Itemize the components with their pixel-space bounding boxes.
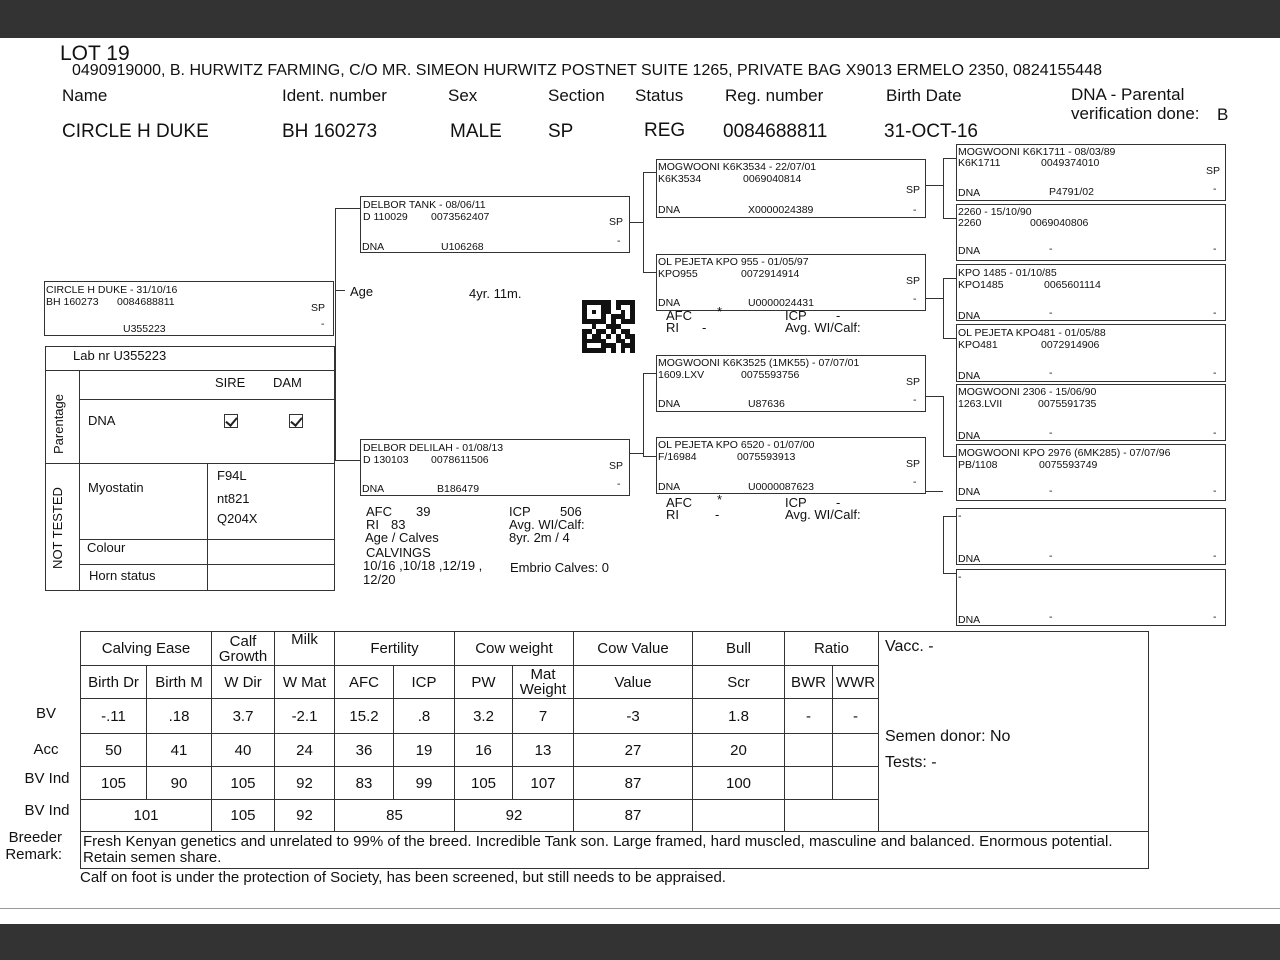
dam-section: SP (609, 460, 624, 472)
ggp-dna: - (1049, 427, 1053, 439)
bv-cell: 1.8 (693, 699, 785, 734)
gp-dna-label: DNA (658, 204, 681, 216)
ggp-dna: - (1049, 367, 1053, 379)
lab-dna: DNA (88, 413, 116, 428)
ggp-id: 1263.LVII (958, 398, 1003, 410)
label-sex: Sex (448, 86, 478, 105)
dam-dna: B186479 (437, 483, 480, 495)
connector-line (335, 208, 360, 209)
group-header: Bull (693, 632, 785, 666)
gp-ri-label: RI (666, 320, 679, 335)
row-label: BV (35, 705, 56, 722)
sire-dash: - (617, 235, 621, 247)
sire-section: SP (609, 216, 624, 228)
ggp-dash: - (1213, 367, 1217, 379)
dam-afc-label: AFC (366, 504, 392, 519)
connector-line (926, 185, 943, 186)
connector-line (943, 456, 956, 457)
great-grandparent-box (956, 144, 1226, 201)
label-dna-verification: DNA - Parental verification done: (1071, 85, 1200, 123)
acc-cell: 40 (212, 734, 275, 767)
animal-box (44, 281, 334, 336)
bvind-cell (785, 767, 833, 800)
connector-line (630, 222, 643, 223)
ggp-dash: - (1213, 183, 1217, 195)
dam-avg-label: Avg. WI/Calf: (509, 517, 585, 532)
bv-cell: .8 (394, 699, 455, 734)
divider (79, 399, 335, 400)
gp-dna: X0000024389 (748, 204, 814, 216)
gp-dna-label: DNA (658, 481, 681, 493)
bvind2-cell: 85 (335, 800, 455, 832)
gp-ri: - (715, 507, 720, 522)
ggp-title: - (958, 571, 962, 583)
value-name: CIRCLE H DUKE (62, 121, 209, 142)
gp-avg-label: Avg. WI/Calf: (785, 507, 861, 522)
connector-line (943, 158, 944, 218)
connector-line (943, 278, 956, 279)
semen-donor: Semen donor: No (885, 728, 1011, 745)
gp-dna: U87636 (748, 398, 785, 410)
myostatin-label: Myostatin (88, 480, 144, 495)
gp-ri: - (702, 320, 707, 335)
acc-cell (785, 734, 833, 767)
connector-line (926, 298, 943, 299)
label-ident: Ident. number (282, 86, 387, 105)
bv-cell: -.11 (81, 699, 147, 734)
ggp-title: OL PEJETA KPO481 - 01/05/88 (958, 327, 1106, 339)
ggp-title: 2260 - 15/10/90 (958, 206, 1032, 218)
column-header: AFC (335, 666, 394, 699)
footer-note: Calf on foot is under the protection of Society, has been screened, but still needs to be appraised. (80, 869, 726, 886)
column-header: W Dir (212, 666, 275, 699)
column-header: Birth M (147, 666, 212, 699)
acc-cell: 13 (513, 734, 574, 767)
connector-line (335, 208, 336, 460)
gp-afc: * (717, 492, 723, 507)
great-grandparent-box (956, 324, 1226, 382)
gp-dash: - (913, 476, 917, 488)
bvind-cell: 105 (212, 767, 275, 800)
bvind-cell: 90 (147, 767, 212, 800)
bv-cell: 7 (513, 699, 574, 734)
connector-line (630, 453, 643, 454)
ggp-dna: - (1049, 307, 1053, 319)
row-label: BV Ind (24, 802, 70, 819)
animal-reg: 0084688811 (117, 296, 175, 308)
dna-verification-value: B (1217, 105, 1229, 124)
gp-dna: U0000087623 (748, 481, 814, 493)
divider (207, 463, 208, 591)
divider (46, 370, 335, 371)
connector-line (643, 172, 644, 272)
gp-title: OL PEJETA KPO 6520 - 01/07/00 (658, 439, 815, 451)
grandparent-box (656, 254, 926, 311)
ggp-dna: - (1049, 243, 1053, 255)
sire-box (360, 196, 630, 253)
connector-line (943, 158, 956, 159)
ggp-title: - (958, 510, 962, 522)
gp-reg: 0072914914 (741, 268, 800, 280)
tests: Tests: - (885, 754, 937, 771)
breeder-remark: Fresh Kenyan genetics and unrelated to 99% of the breed. Incredible Tank son. Large framed, hard muscled, masculine and balanced. Enormous potential. Retain semen share. (81, 832, 1149, 869)
gp-dna-label: DNA (658, 398, 681, 410)
bv-cell: - (833, 699, 879, 734)
value-ident: BH 160273 (282, 121, 378, 142)
lab-box (45, 346, 335, 591)
great-grandparent-box (956, 204, 1226, 261)
gp-afc-label: AFC (666, 495, 692, 510)
bvind-cell: 105 (81, 767, 147, 800)
ggp-title: KPO 1485 - 01/10/85 (958, 267, 1057, 279)
gp-title: OL PEJETA KPO 955 - 01/05/97 (658, 256, 809, 268)
gp-id: K6K3534 (658, 173, 702, 185)
ggp-dna-label: DNA (958, 553, 981, 565)
ggp-id: K6K1711 (958, 157, 1001, 169)
bv-cell: .18 (147, 699, 212, 734)
connector-line (643, 373, 656, 374)
ggp-id: PB/1108 (958, 459, 998, 471)
lot-number: LOT 19 (60, 42, 130, 65)
ggp-reg: 0075591735 (1038, 398, 1097, 410)
dam-age-calves-label: Age / Calves (365, 530, 439, 545)
column-header: Birth Dr (81, 666, 147, 699)
sire-dna-label: DNA (362, 241, 385, 253)
dam-icp: 506 (560, 504, 582, 519)
bvind-cell: 105 (455, 767, 513, 800)
animal-dna: U355223 (123, 323, 166, 335)
value-sex: MALE (450, 121, 502, 142)
vacc: Vacc. - (885, 638, 934, 655)
animal-section: SP (311, 302, 326, 314)
gp-reg: 0075593756 (741, 369, 800, 381)
label-status: Status (635, 86, 684, 105)
group-header: Fertility (335, 632, 455, 666)
divider (46, 463, 335, 464)
ggp-dna-label: DNA (958, 430, 981, 442)
group-header: Milk (275, 632, 335, 666)
dam-calvings-label: CALVINGS (366, 545, 431, 560)
row-label: BV Ind (24, 770, 70, 787)
connector-line (335, 460, 360, 461)
breeder-remark-label: Breeder Remark: (5, 829, 62, 863)
label-name: Name (62, 86, 108, 105)
connector-line (926, 396, 943, 397)
column-header: Scr (693, 666, 785, 699)
group-header: Cow weight (455, 632, 574, 666)
connector-line (643, 373, 644, 456)
gp-reg: 0069040814 (743, 173, 802, 185)
acc-cell: 19 (394, 734, 455, 767)
connector-line (943, 338, 956, 339)
ggp-dash: - (1213, 550, 1217, 562)
gp-section: SP (906, 376, 921, 388)
horn-label: Horn status (89, 568, 156, 583)
acc-cell: 41 (147, 734, 212, 767)
ggp-title: MOGWOONI K6K1711 - 08/03/89 (958, 146, 1116, 158)
sire-dna-check-icon (224, 414, 238, 428)
gp-icp-label: ICP (785, 495, 807, 510)
gp-icp-label: ICP (785, 308, 807, 323)
bvind-cell: 100 (693, 767, 785, 800)
dam-id: D 130103 (363, 454, 409, 466)
gp-section: SP (906, 458, 921, 470)
bvind2-cell: 105 (212, 800, 275, 832)
column-header: WWR (833, 666, 879, 699)
dam-afc: 39 (416, 504, 431, 519)
ggp-id: 2260 (958, 217, 982, 229)
acc-cell: 50 (81, 734, 147, 767)
connector-line (335, 290, 345, 291)
bvind-cell: 107 (513, 767, 574, 800)
dam-box (360, 439, 630, 496)
connector-line (643, 456, 656, 457)
animal-title: CIRCLE H DUKE - 31/10/16 (46, 284, 178, 296)
value-section: SP (548, 121, 574, 142)
gp-title: MOGWOONI K6K3525 (1MK55) - 07/07/01 (658, 357, 860, 369)
ggp-dna-label: DNA (958, 187, 981, 199)
gp-afc: * (717, 304, 723, 319)
age-label: Age (350, 284, 374, 299)
column-header: Value (574, 666, 693, 699)
great-grandparent-box (956, 508, 1226, 565)
divider (79, 564, 335, 565)
divider (0, 908, 1280, 909)
dam-dash: - (617, 478, 621, 490)
connector-line (643, 172, 656, 173)
ggp-dash: - (1213, 427, 1217, 439)
gp-ri-label: RI (666, 507, 679, 522)
bvind-cell: 99 (394, 767, 455, 800)
label-birth: Birth Date (886, 86, 962, 105)
ggp-dash: - (1213, 307, 1217, 319)
connector-line (926, 491, 943, 492)
top-bar (0, 0, 1280, 38)
ggp-dna-label: DNA (958, 370, 981, 382)
bv-cell: - (785, 699, 833, 734)
connector-line (943, 278, 944, 338)
gp-dna-label: DNA (658, 297, 681, 309)
bvind-cell: 87 (574, 767, 693, 800)
ggp-dna: P4791/02 (1049, 186, 1094, 198)
dam-calvings-2: 12/20 (363, 572, 396, 587)
bvind2-cell: 101 (81, 800, 212, 832)
gp-icp: - (836, 308, 841, 323)
ggp-dna-label: DNA (958, 245, 981, 257)
sire-reg: 0073562407 (431, 211, 490, 223)
gp-section: SP (906, 275, 921, 287)
grandparent-box (656, 355, 926, 412)
animal-id: BH 160273 (46, 296, 99, 308)
column-header: BWR (785, 666, 833, 699)
ggp-id: KPO1485 (958, 279, 1004, 291)
ggp-id: KPO481 (958, 339, 998, 351)
group-header: Cow Value (574, 632, 693, 666)
connector-line (943, 218, 956, 219)
gp-title: MOGWOONI K6K3534 - 22/07/01 (658, 161, 817, 173)
acc-cell: 27 (574, 734, 693, 767)
great-grandparent-box (956, 384, 1226, 441)
dam-age-calves: 8yr. 2m / 4 (509, 530, 570, 545)
owner-line: 0490919000, B. HURWITZ FARMING, C/O MR. SIMEON HURWITZ POSTNET SUITE 1265, PRIVATE BAG X9013 ERMELO 2350, 0824155448 (72, 62, 1102, 79)
bvind2-cell: 87 (574, 800, 693, 832)
bv-cell: -2.1 (275, 699, 335, 734)
sire-dna: U106268 (441, 241, 484, 253)
dam-ri-label: RI (366, 517, 379, 532)
great-grandparent-box (956, 569, 1226, 626)
sire-title: DELBOR TANK - 08/06/11 (363, 199, 486, 211)
dam-dna-check-icon (289, 414, 303, 428)
bv-cell: 3.7 (212, 699, 275, 734)
connector-line (943, 396, 944, 456)
ggp-reg: 0065601114 (1044, 279, 1101, 291)
great-grandparent-box (956, 264, 1226, 321)
ggp-dash: - (1213, 485, 1217, 497)
notes-cell (879, 632, 1149, 832)
gp-reg: 0075593913 (737, 451, 796, 463)
value-birth: 31-OCT-16 (884, 121, 978, 142)
column-header: ICP (394, 666, 455, 699)
ggp-dna-label: DNA (958, 614, 981, 626)
gp-id: F/16984 (658, 451, 697, 463)
dam-dna-label: DNA (362, 483, 385, 495)
ggp-reg: 0075593749 (1039, 459, 1098, 471)
ggp-dna: - (1049, 550, 1053, 562)
ggp-dna: - (1049, 485, 1053, 497)
bvind2-cell: 92 (455, 800, 574, 832)
qr-code-icon (582, 300, 635, 353)
acc-cell: 20 (693, 734, 785, 767)
bv-cell: 3.2 (455, 699, 513, 734)
value-status: REG (644, 120, 686, 141)
myo-value: Q204X (217, 511, 258, 526)
lab-sire: SIRE (215, 375, 246, 390)
column-header: Mat Weight (513, 666, 574, 699)
bvind-cell: 92 (275, 767, 335, 800)
ggp-title: MOGWOONI KPO 2976 (6MK285) - 07/07/96 (958, 447, 1171, 459)
not-tested-label: NOT TESTED (50, 487, 65, 569)
gp-id: 1609.LXV (658, 369, 705, 381)
dam-title: DELBOR DELILAH - 01/08/13 (363, 442, 504, 454)
gp-section: SP (906, 184, 921, 196)
lab-nr: Lab nr U355223 (73, 348, 167, 363)
dam-calvings-1: 10/16 ,10/18 ,12/19 , (363, 558, 483, 573)
colour-label: Colour (87, 540, 126, 555)
divider (79, 370, 80, 591)
lab-dam: DAM (273, 375, 302, 390)
dam-embrio: Embrio Calves: 0 (510, 560, 609, 575)
acc-cell: 36 (335, 734, 394, 767)
sire-id: D 110029 (363, 211, 408, 223)
ggp-dna: - (1049, 611, 1053, 623)
age-value: 4yr. 11m. (469, 286, 522, 301)
great-grandparent-box (956, 444, 1226, 501)
dam-ri: 83 (391, 517, 406, 532)
bvind2-cell: 92 (275, 800, 335, 832)
gp-dna: U0000024431 (748, 297, 814, 309)
animal-dash: - (321, 318, 325, 330)
acc-cell (833, 734, 879, 767)
gp-avg-label: Avg. WI/Calf: (785, 320, 861, 335)
label-section: Section (548, 86, 605, 105)
group-header: Calf Growth (212, 632, 275, 666)
ggp-dna-label: DNA (958, 310, 981, 322)
ggp-reg: 0072914906 (1041, 339, 1100, 351)
bottom-bar (0, 924, 1280, 960)
label-reg: Reg. number (725, 86, 824, 105)
grandparent-box (656, 159, 926, 218)
value-reg: 0084688811 (723, 121, 828, 142)
gp-dash: - (913, 204, 917, 216)
bv-table (80, 631, 1149, 869)
parentage-wrap (48, 387, 72, 461)
connector-line (943, 516, 944, 573)
bvind2-cell (785, 800, 879, 832)
dam-reg: 0078611506 (431, 454, 489, 466)
gp-icp: - (836, 495, 841, 510)
ggp-title: MOGWOONI 2306 - 15/06/90 (958, 386, 1097, 398)
acc-cell: 24 (275, 734, 335, 767)
grandparent-box (656, 437, 926, 494)
gp-dash: - (913, 394, 917, 406)
not-tested-wrap (48, 465, 72, 591)
myo-value: F94L (217, 468, 247, 483)
dam-icp-label: ICP (509, 504, 531, 519)
row-label: Acc (33, 741, 59, 758)
group-header: Ratio (785, 632, 879, 666)
ggp-reg: 0069040806 (1030, 217, 1089, 229)
bv-cell: -3 (574, 699, 693, 734)
acc-cell: 16 (455, 734, 513, 767)
ggp-dna-label: DNA (958, 486, 981, 498)
connector-line (943, 516, 956, 517)
bvind-cell (833, 767, 879, 800)
myo-value: nt821 (217, 491, 250, 506)
column-header: W Mat (275, 666, 335, 699)
group-header: Calving Ease (81, 632, 212, 666)
parentage-label: Parentage (51, 394, 66, 454)
connector-line (643, 272, 656, 273)
column-header: PW (455, 666, 513, 699)
gp-dash: - (913, 293, 917, 305)
bv-cell: 15.2 (335, 699, 394, 734)
connector-line (943, 573, 956, 574)
gp-afc-label: AFC (666, 308, 692, 323)
ggp-reg: 0049374010 (1041, 157, 1100, 169)
bvind2-cell (693, 800, 785, 832)
ggp-dash: - (1213, 611, 1217, 623)
bvind-cell: 83 (335, 767, 394, 800)
ggp-dash: - (1213, 243, 1217, 255)
gp-id: KPO955 (658, 268, 698, 280)
ggp-section: SP (1206, 165, 1221, 177)
